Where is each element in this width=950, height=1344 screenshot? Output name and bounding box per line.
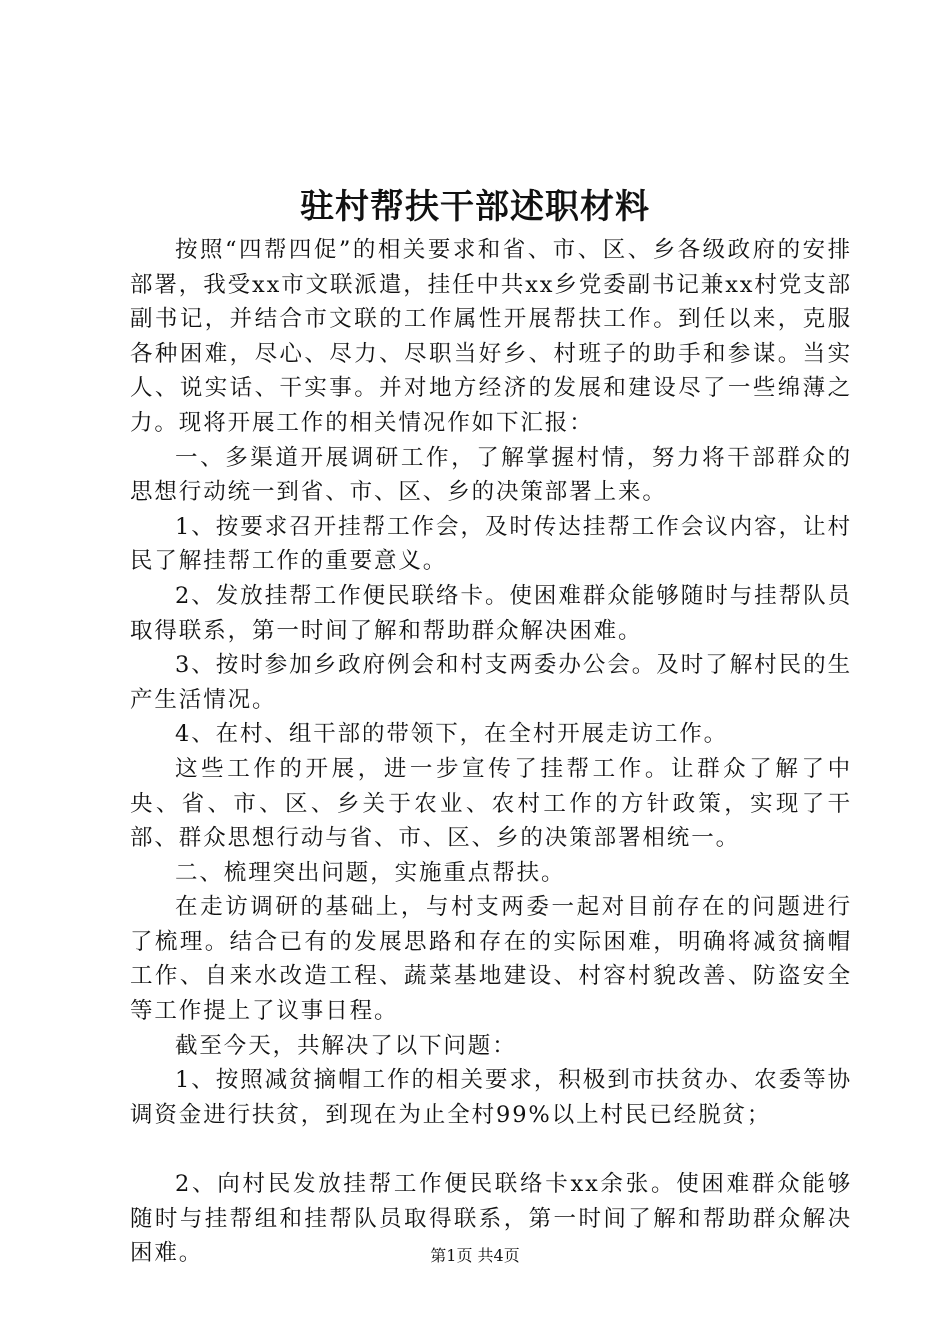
paragraph-summary: 这些工作的开展，进一步宣传了挂帮工作。让群众了解了中央、省、市、区、乡关于农业、农村工作的方针政策，实现了干部、群众思想行动与省、市、区、乡的决策部署相统一。 bbox=[130, 755, 852, 852]
paragraph-intro: 按照“四帮四促”的相关要求和省、市、区、乡各级政府的安排部署，我受xx市文联派遣，挂任中共xx乡党委副书记兼xx村党支部副书记，并结合市文联的工作属性开展帮扶工作。到任以来，克服各种困难，尽心、尽力、尽职当好乡、村班子的助手和参谋。当实人、说实话、干实事。并对地方经济的发展和建设尽了一些绵薄之力。现将开展工作的相关情况作如下汇报： bbox=[130, 237, 852, 436]
paragraph-item-4: 4、在村、组干部的带领下，在全村开展走访工作。 bbox=[175, 721, 729, 748]
paragraph-resolved-intro: 截至今天，共解决了以下问题： bbox=[175, 1032, 517, 1059]
page-footer: 第1页 共4页 bbox=[430, 1246, 520, 1265]
paragraph-section-1-heading: 一、多渠道开展调研工作，了解掌握村情，努力将干部群众的思想行动统一到省、市、区、乡的决策部署上来。 bbox=[130, 444, 852, 506]
paragraph-resolved-item-2: 2、向村民发放挂帮工作便民联络卡xx余张。使困难群众能够随时与挂帮组和挂帮队员取得联系，第一时间了解和帮助群众解决困难。 bbox=[130, 1171, 852, 1267]
document-title: 驻村帮扶干部述职材料 bbox=[300, 187, 650, 227]
paragraph-resolved-item-1: 1、按照减贫摘帽工作的相关要求，积极到市扶贫办、农委等协调资金进行扶贫，到现在为止全村99%以上村民已经脱贫； bbox=[130, 1067, 852, 1128]
document-body bbox=[130, 233, 852, 1271]
paragraph-item-2: 2、发放挂帮工作便民联络卡。使困难群众能够随时与挂帮队员取得联系，第一时间了解和帮助群众解决困难。 bbox=[130, 582, 852, 644]
paragraph-section-2-body: 在走访调研的基础上，与村支两委一起对目前存在的问题进行了梳理。结合已有的发展思路和存在的实际困难，明确将减贫摘帽工作、自来水改造工程、蔬菜基地建设、村容村貌改善、防盗安全等工作提上了议事日程。 bbox=[130, 894, 852, 1025]
paragraph-item-3: 3、按时参加乡政府例会和村支两委办公会。及时了解村民的生产生活情况。 bbox=[130, 652, 852, 713]
paragraph-item-1: 1、按要求召开挂帮工作会，及时传达挂帮工作会议内容，让村民了解挂帮工作的重要意义。 bbox=[130, 513, 852, 575]
paragraph-section-2-heading: 二、梳理突出问题，实施重点帮扶。 bbox=[175, 859, 566, 886]
